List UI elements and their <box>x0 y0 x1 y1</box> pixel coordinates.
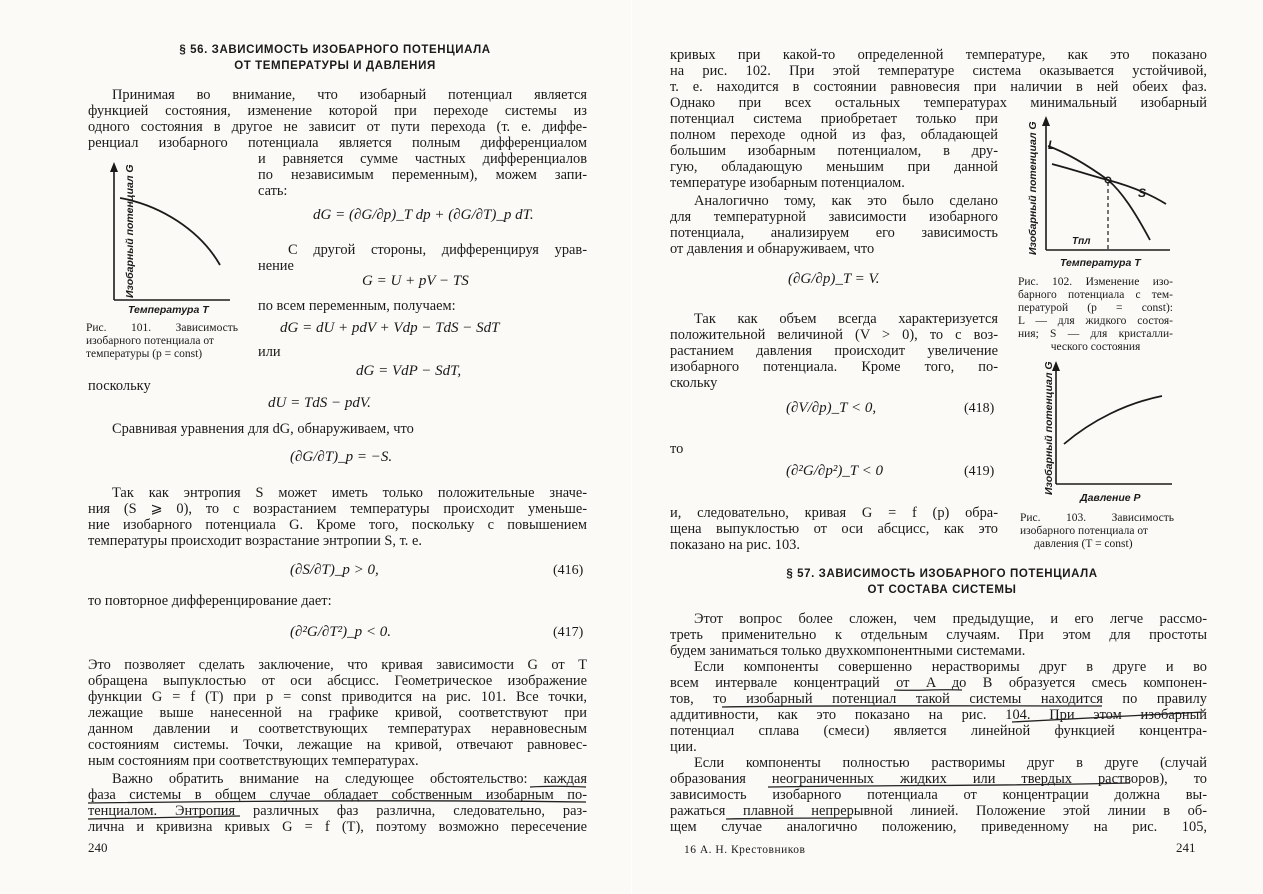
text-line: потенциал система приобретает только при <box>670 111 998 127</box>
text-line: и равняется сумме частных дифференциалов <box>258 151 587 167</box>
page-number-left: 240 <box>88 840 108 855</box>
fig101-y-label: Изобарный потенциал G <box>124 164 136 298</box>
text-line: растанием давления происходит увеличение <box>670 343 998 359</box>
underline-mark <box>88 816 240 819</box>
text-line: одного состояния в другое не зависит от пути перехода (т. е. диффе- <box>88 119 587 135</box>
fig102-y-label: Изобарный потенциал G <box>1027 121 1039 255</box>
text-line: Это позволяет сделать заключение, что кривая зависимости G от T <box>88 657 587 673</box>
text-line: ражаться плавной непрерывной линией. Положение этой линии в об- <box>670 803 1207 819</box>
fig102-label-S: S <box>1138 186 1147 200</box>
fig102-caption-line: ческого состояния <box>1050 341 1141 353</box>
text-line: тенциалом. Энтропия различных фаз различна, следовательно, раз- <box>88 803 587 819</box>
text-line: для температурной зависимости изобарного <box>670 209 998 225</box>
fig103-caption-line: давления (T = const) <box>1034 538 1133 550</box>
text-line: Так как энтропия S может иметь только положительные значе- <box>112 485 587 501</box>
text-line: треть применительно к отдельным случаям. При этом для простоты <box>670 627 1207 643</box>
text-line: состояниям системы. Точки, лежащие на кривой, отвечают равновес- <box>88 737 587 753</box>
section-57-heading-line2: ОТ СОСТАВА СИСТЕМЫ <box>867 584 1017 596</box>
text-line: ние изобарного потенциала G. Кроме того, поскольку с повышением <box>88 517 587 533</box>
equation-dG3: dG = VdP − SdT, <box>356 363 462 379</box>
text-line: всем интервале концентраций от A до B образуется смесь компонен- <box>670 675 1207 691</box>
text-line: то <box>670 441 684 457</box>
equation-416: (∂S/∂T)_p > 0, <box>290 562 379 578</box>
text-line: или <box>258 344 281 360</box>
fig102-x-label: Температура T <box>1060 257 1141 269</box>
text-line: ния (S ⩾ 0), то с возрастанием температуры происходит уменьше- <box>88 501 587 517</box>
text-line: нение <box>258 258 294 274</box>
text-line: будем заниматься только двухкомпонентными системами. <box>670 643 1026 659</box>
text-line: аддитивности, как это показано на рис. 104. При этом изобарный <box>670 707 1207 723</box>
text-line: и, следовательно, кривая G = f (p) обра- <box>670 505 998 521</box>
text-line: Важно обратить внимание на следующее обстоятельство: каждая <box>112 771 587 787</box>
text-line: функцией состояния, изменение которой при переходе системы из <box>88 103 587 119</box>
section-57-heading-line1: § 57. ЗАВИСИМОСТЬ ИЗОБАРНОГО ПОТЕНЦИАЛА <box>786 568 1098 580</box>
text-line: температуры происходит возрастание энтропии S, т. е. <box>88 533 422 549</box>
underline-mark <box>726 818 852 819</box>
text-line: обращена выпуклостью от оси абсцисс. Геометрическое изображение <box>88 673 587 689</box>
text-line: то повторное дифференцирование дает: <box>88 593 332 609</box>
text-line: на рис. 102. При этой температуре система оказывается устойчивой, <box>670 63 1207 79</box>
text-line: ным состояниям при соответствующих температурах. <box>88 753 419 769</box>
fig103-y-label: Изобарный потенциал G <box>1043 361 1055 495</box>
text-line: положительной величиной (V > 0), то с воз- <box>670 327 998 343</box>
equation-dG2: dG = dU + pdV + Vdp − TdS − SdT <box>280 320 500 336</box>
text-line: зависимость изобарного потенциала от концентрации должна вы- <box>670 787 1207 803</box>
text-line: Аналогично тому, как это было сделано <box>694 193 998 209</box>
text-line: по независимым переменным), можем запи- <box>258 167 587 183</box>
text-line: щем случае аналогично положению, приведенному на рис. 105, <box>670 819 1207 835</box>
text-line: лежащие выше нанесенной на графике кривой, соответствуют при <box>88 705 587 721</box>
text-line: функции G = f (T) при p = const приводится на рис. 101. Все точки, <box>88 689 587 705</box>
fig102-caption-line: ния; S — для кристалли- <box>1018 328 1173 340</box>
text-line: лична и кривизна кривых G = f (T), поэтому возможно пересечение <box>88 819 587 835</box>
fig102-label-Tpl: Tпл <box>1072 236 1091 247</box>
right-page <box>632 0 1263 894</box>
fig101-caption-line: изобарного потенциала от <box>86 335 214 347</box>
text-line: С другой стороны, дифференцируя урав- <box>288 242 587 258</box>
equation-418-number: (418) <box>964 401 995 416</box>
section-56-heading-line2: ОТ ТЕМПЕРАТУРЫ И ДАВЛЕНИЯ <box>234 60 436 72</box>
text-line: ции. <box>670 739 697 755</box>
fig101-x-label: Температура T <box>128 304 209 316</box>
fig102-caption-line: L — для жидкого состоя- <box>1018 315 1173 327</box>
text-line: изобарного потенциала. Кроме того, по- <box>670 359 998 375</box>
text-line: от давления и обнаруживаем, что <box>670 241 875 257</box>
text-line: Если компоненты полностью растворимы друг в друге (случай <box>694 755 1207 771</box>
text-line: потенциал сплава (смеси) является линейной функцией концентра- <box>670 723 1207 739</box>
equation-dU: dU = TdS − pdV. <box>268 395 371 411</box>
equation-417-number: (417) <box>553 625 584 640</box>
equation-419-number: (419) <box>964 464 995 479</box>
text-line: Этот вопрос более сложен, чем предыдущие, и его легче рассмо- <box>694 611 1207 627</box>
fig101-caption-line: Рис. 101. Зависимость <box>86 322 238 334</box>
equation-dGdp: (∂G/∂p)_T = V. <box>788 271 880 287</box>
text-line: щена выпуклостью от оси абсцисс, как это <box>670 521 998 537</box>
equation-G: G = U + pV − TS <box>362 273 469 289</box>
text-line: скольку <box>670 375 718 391</box>
equation-dG: dG = (∂G/∂p)_T dp + (∂G/∂T)_p dT. <box>313 207 534 223</box>
underline-mark <box>894 690 962 691</box>
text-line: гую, обладающую меньшим при данной <box>670 159 998 175</box>
fig103-caption-line: изобарного потенциала от <box>1020 525 1148 537</box>
text-line: Сравнивая уравнения для dG, обнаруживаем, что <box>112 421 414 437</box>
left-underlines <box>0 0 631 894</box>
text-line: потенциала, анализируем его зависимость <box>670 225 998 241</box>
section-56-heading-line1: § 56. ЗАВИСИМОСТЬ ИЗОБАРНОГО ПОТЕНЦИАЛА <box>179 44 491 56</box>
fig102-caption-line: барного потенциала с тем- <box>1018 289 1173 301</box>
text-line: данном давлении и соответствующих температурах неравновесным <box>88 721 587 737</box>
text-line: т. е. находится в состоянии равновесия при наличии в ней обеих фаз. <box>670 79 1207 95</box>
text-line: Если компоненты совершенно нерастворимы друг в друге и во <box>694 659 1207 675</box>
text-line: по всем переменным, получаем: <box>258 298 456 314</box>
underline-mark <box>1012 712 1204 722</box>
text-line: показано на рис. 103. <box>670 537 800 553</box>
underline-mark <box>722 706 1102 707</box>
text-line: сать: <box>258 183 288 199</box>
text-line: полном переходе одной из фаз, обладающей <box>670 127 998 143</box>
text-line: тов, то изобарный потенциал такой системы находится по правилу <box>670 691 1207 707</box>
text-line: Так как объем всегда характеризуется <box>694 311 998 327</box>
fig102-caption-line: Рис. 102. Изменение изо- <box>1018 276 1173 288</box>
underline-mark <box>530 786 586 787</box>
underline-mark <box>768 783 1130 787</box>
text-line: кривых при какой-то определенной температуре, как это показано <box>670 47 1207 63</box>
right-underlines <box>632 0 1263 894</box>
fig102-label-L: L <box>1048 138 1056 152</box>
equation-417: (∂²G/∂T²)_p < 0. <box>290 624 392 640</box>
text-line: образования неограниченных жидких или твердых растворов), то <box>670 771 1207 787</box>
text-line: температуре изобарным потенциалом. <box>670 175 905 191</box>
text-line: Однако при всех остальных температурах минимальный изобарный <box>670 95 1207 111</box>
fig103-caption-line: Рис. 103. Зависимость <box>1020 512 1174 524</box>
fig101-caption-line: температуры (p = const) <box>86 348 203 360</box>
fig103-x-label: Давление P <box>1080 492 1141 504</box>
text-line: Принимая во внимание, что изобарный потенциал является <box>112 87 587 103</box>
page-number-right: 241 <box>1176 840 1196 855</box>
text-line: поскольку <box>88 378 151 394</box>
equation-416-number: (416) <box>553 563 584 578</box>
left-page <box>0 0 631 894</box>
fig102-caption-line: пературой (p = const): <box>1018 302 1173 314</box>
equation-419: (∂²G/∂p²)_T < 0 <box>786 463 884 479</box>
footer-signature: 16 А. Н. Крестовников <box>684 844 806 856</box>
text-line: ренциал изобарного потенциала является полным дифференциалом <box>88 135 587 151</box>
underline-mark <box>88 801 586 803</box>
equation-dGdT: (∂G/∂T)_p = −S. <box>290 449 393 465</box>
text-line: большим изобарным потенциалом, в дру- <box>670 143 998 159</box>
equation-418: (∂V/∂p)_T < 0, <box>786 400 877 416</box>
text-line: фаза системы в общем случае обладает собственным изобарным по- <box>88 787 587 803</box>
